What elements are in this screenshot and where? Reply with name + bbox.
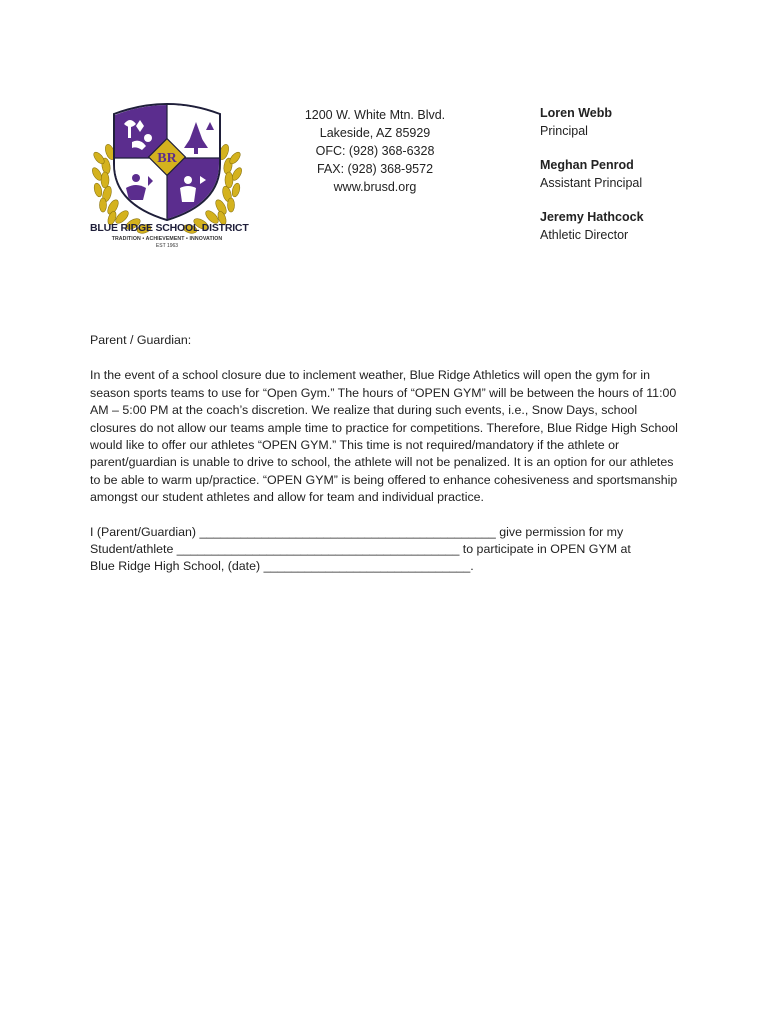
- address-office-phone: OFC: (928) 368-6328: [315, 144, 435, 158]
- address-website: www.brusd.org: [333, 180, 417, 194]
- staff-name: Jeremy Hathcock: [540, 210, 644, 224]
- permission-line-student: Student/athlete _________________________________________ to participate in OPEN GYM at: [90, 542, 631, 557]
- staff-athletic-director: [540, 208, 740, 244]
- address-fax: FAX: (928) 368-9572: [316, 162, 434, 176]
- staff-title: Assistant Principal: [540, 176, 643, 190]
- staff-title: Athletic Director: [540, 228, 629, 242]
- staff-assistant-principal: [540, 156, 740, 192]
- crest-initials: BR: [157, 151, 177, 166]
- staff-name: Loren Webb: [540, 106, 612, 120]
- letter-paragraph: In the event of a school closure due to inclement weather, Blue Ridge Athletics will open the gym for in season sports teams to use for “Open Gym.” The hours of “OPEN GYM” will be between the hours of 11:00 AM – 5:00 PM at the coach’s discretion. We realize that during such events, i.e., Snow Days, school closures do not allow our teams ample time to practice for competitions. Therefore, Blue Ridge High School would like to offer our athletes “OPEN GYM.” This time is not required/mandatory if the athlete or parent/guardian is unable to drive to school, the athlete will not be penalized. It is an option for our athletes to be able to warm up/practice. “OPEN GYM” is being offered to enhance cohesiveness and sportsmanship amongst our student athletes and allow for team and individual practice.: [90, 368, 678, 505]
- staff-principal: [540, 104, 740, 140]
- address-city: Lakeside, AZ 85929: [319, 126, 431, 140]
- staff-list: [540, 104, 740, 260]
- permission-line-date: Blue Ridge High School, (date) ______________________________.: [90, 559, 474, 574]
- district-established: EST 1963: [155, 243, 179, 249]
- address-street: 1200 W. White Mtn. Blvd.: [304, 108, 446, 122]
- district-motto: TRADITION • ACHIEVEMENT • INNOVATION: [111, 236, 223, 242]
- letter-body: [90, 332, 680, 576]
- school-address-block: [290, 106, 460, 196]
- permission-statement: [90, 524, 680, 576]
- district-name: BLUE RIDGE SCHOOL DISTRICT: [90, 222, 249, 234]
- permission-line-parent: I (Parent/Guardian) ___________________________________________ give permission for my: [90, 524, 624, 539]
- staff-name: Meghan Penrod: [540, 158, 634, 172]
- letter-salutation: Parent / Guardian:: [90, 333, 192, 347]
- staff-title: Principal: [540, 124, 588, 138]
